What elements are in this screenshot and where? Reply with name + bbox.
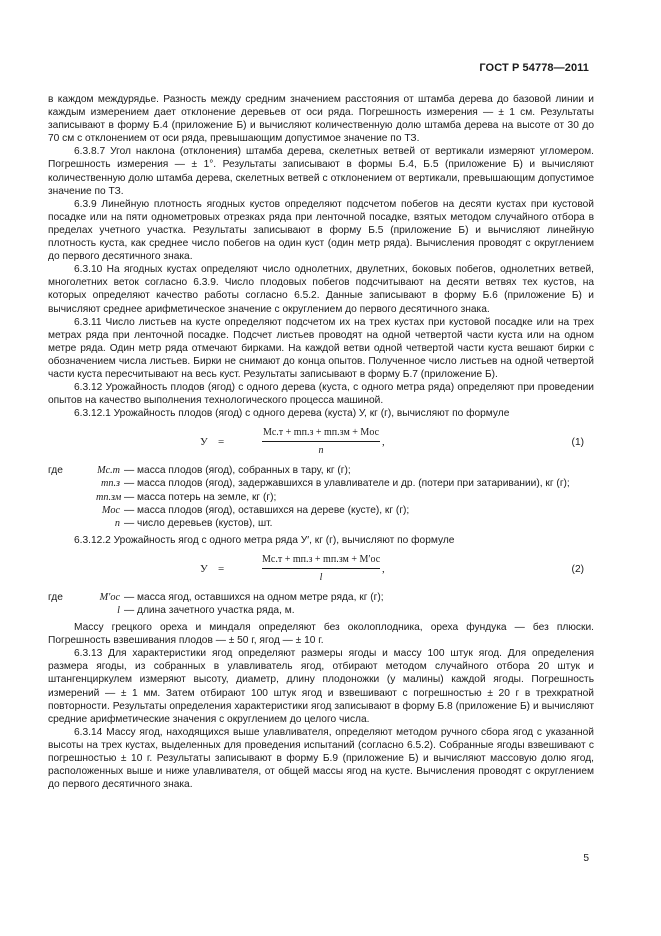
- definition-text: — длина зачетного участка ряда, м.: [124, 605, 295, 616]
- definition-symbol: mп.з: [101, 478, 120, 490]
- formula-numerator: Mс.т + mп.з + mп.зм + Mос: [262, 426, 380, 442]
- formula-number: (2): [571, 563, 584, 575]
- definition-row: [48, 491, 594, 504]
- definition-symbol: n: [114, 517, 120, 529]
- definition-row: [48, 591, 594, 604]
- paragraph: в каждом междурядье. Разность между средним значением расстояния от штамба дерева до базовой линии и каждым измерением дает отклонение деревьев от оси ряда. Погрешность измерения — ± 1 см. Результаты записывают в форму Б.4 (приложение Б) и вычисляют количественную долю штамба дерева на высоте от 30 до 70 см с отклонением от оси ряда, превышающим допустимое значение по ТЗ.: [48, 94, 594, 145]
- paragraph-6-3-12: 6.3.12 Урожайность плодов (ягод) с одного дерева (куста, с одного метра ряда) определяют при проведении опытов на качество выполнения технологического процесса машиной.: [48, 382, 594, 407]
- paragraph-6-3-13: 6.3.13 Для характеристики ягод определяют размеры ягоды и массу 100 штук ягод. Для определения размера ягоды, из собранных в улавливатель ягод, отбирают методом случайного отбора 20 штук и штангенциркулем измеряют высоту, диаметр, длину плодоножки (у малины) каждой ягоды. Погрешность измерений — ± 1 мм. Затем отбирают 100 штук ягод и взвешивают с погрешностью ± 20 г в трехкратной повторности. Результаты определения характеристики ягод записывают в форму Б.8 (приложение Б) и вычисляют средние арифметические значения с округлением до целого числа.: [48, 648, 594, 725]
- definition-text: — масса плодов (ягод), задержавшихся в улавливателе и др. (потери при затаривании), кг (г);: [124, 478, 570, 490]
- paragraph-6-3-10: 6.3.10 На ягодных кустах определяют число однолетних, двулетних, боковых побегов, однолетних ветвей, многолетних веток согласно 6.3.9. Число плодовых побегов подсчитывают на десяти ветвях тех кустов, на которых определяют качество работы согласно 6.5.2. Данные записывают в форму Б.6 (приложение Б) и вычисляют среднее арифметическое значение с округлением до первого десятичного знака.: [48, 264, 594, 315]
- definitions-1: [48, 464, 594, 529]
- definition-row: [48, 517, 594, 530]
- formula-comma: ,: [382, 562, 385, 575]
- paragraph-6-3-9: 6.3.9 Линейную плотность ягодных кустов определяют подсчетом побегов на десяти кустах при кустовой посадке или на пяти однометровых отрезках ряда при ленточной посадке, взятых методом случайного отбора в пределах учетного участка. Результаты записывают в форму Б.5 (приложение Б) и вычисляют линейную плотность куста, как среднее число побегов на один куст (один метр ряда). Вычисления проводят с округлением до первого десятичного знака.: [48, 198, 594, 263]
- paragraph-6-3-12-2: 6.3.12.2 Урожайность ягод с одного метра ряда У′, кг (г), вычисляют по формуле: [74, 534, 455, 546]
- definition-symbol: mп.зм: [96, 491, 122, 503]
- definition-text: — число деревьев (кустов), шт.: [124, 517, 273, 529]
- definition-symbol: M′ос: [99, 591, 120, 603]
- page-content: [48, 93, 594, 791]
- definition-row: [48, 464, 594, 477]
- formula-lhs: У: [200, 562, 208, 575]
- formula-2: [48, 553, 594, 587]
- paragraph-6-3-11: 6.3.11 Число листьев на кусте определяют подсчетом их на трех кустах при кустовой посадке или на трех метрах ряда при ленточной посадке. Подсчет листьев проводят на одной четвертой части куста или на одном метре ряда. Один метр ряда отмечают бирками. На каждой ветви одной четвертой части куста вешают бирки с обозначением числа листьев. Бирки не снимают до конца опытов. Полученное число листьев на одной четвертой части куста пересчитывают на весь куст. Результаты записывают в форму Б.7 (приложение Б).: [48, 316, 594, 380]
- formula-denominator: n: [318, 445, 324, 457]
- definition-text: — масса плодов (ягод), собранных в тару, кг (г);: [124, 465, 351, 477]
- definition-text: — масса ягод, оставшихся на одном метре ряда, кг (г);: [124, 591, 384, 603]
- paragraph-nut-mass: Массу грецкого ореха и миндаля определяют без околоплодника, ореха фундука — без плюски. Погрешность взвешивания плодов — ± 50 г, ягод — ± 10 г.: [48, 622, 594, 647]
- definition-row: [48, 477, 594, 490]
- paragraph-6-3-8-7: 6.3.8.7 Угол наклона (отклонения) штамба дерева, скелетных ветвей от вертикали измеряют угломером. Погрешность измерения — ± 1°. Результаты записывают в формы Б.4, Б.5 (приложение Б) и вычисляют количественную долю штамба дерева, скелетных ветвей с отклонением от вертикали, превышающим допустимое значение по ТЗ.: [48, 146, 594, 197]
- formula-lhs: У: [200, 436, 208, 449]
- formula-equals: =: [218, 562, 225, 575]
- formula-denominator: l: [319, 572, 323, 583]
- definition-lead: где: [48, 465, 63, 477]
- page-header: ГОСТ Р 54778—2011: [479, 62, 589, 74]
- formula-fraction: [262, 426, 380, 457]
- paragraph-6-3-12-1: 6.3.12.1 Урожайность плодов (ягод) с одного дерева (куста) У, кг (г), вычисляют по формуле: [74, 408, 510, 420]
- definitions-2: [48, 591, 594, 617]
- definition-text: — масса потерь на земле, кг (г);: [124, 491, 277, 503]
- definition-lead: где: [48, 591, 63, 603]
- definition-row: [48, 604, 594, 617]
- paragraph-6-3-14: 6.3.14 Массу ягод, находящихся выше улавливателя, определяют методом ручного сбора ягод с указанной высоты на трех кустах, выделенных для проведения испытаний (согласно 6.5.2). Собранные ягоды взвешивают с погрешностью ± 10 г. Результаты записывают в форму Б.9 (приложение Б) и вычисляют массовую долю ягод, расположенных выше и ниже улавливателя, от общей массы ягод на кусте. Вычисления проводят с округлением до первого десятичного знака.: [48, 726, 594, 791]
- formula-equals: =: [218, 436, 225, 449]
- formula-comma: ,: [382, 436, 385, 449]
- formula-1: [48, 426, 594, 460]
- definition-symbol: Mс.т: [97, 465, 120, 477]
- formula-number: (1): [571, 437, 584, 449]
- definition-symbol: Mос: [101, 504, 120, 516]
- definition-text: — масса плодов (ягод), оставшихся на дереве (кусте), кг (г);: [124, 504, 410, 516]
- formula-numerator: Mс.т + mп.з + mп.зм + M′ос: [262, 553, 380, 569]
- formula-fraction: [262, 553, 380, 584]
- definition-row: [48, 504, 594, 517]
- definition-symbol: l: [117, 605, 120, 616]
- page-number: 5: [583, 853, 589, 864]
